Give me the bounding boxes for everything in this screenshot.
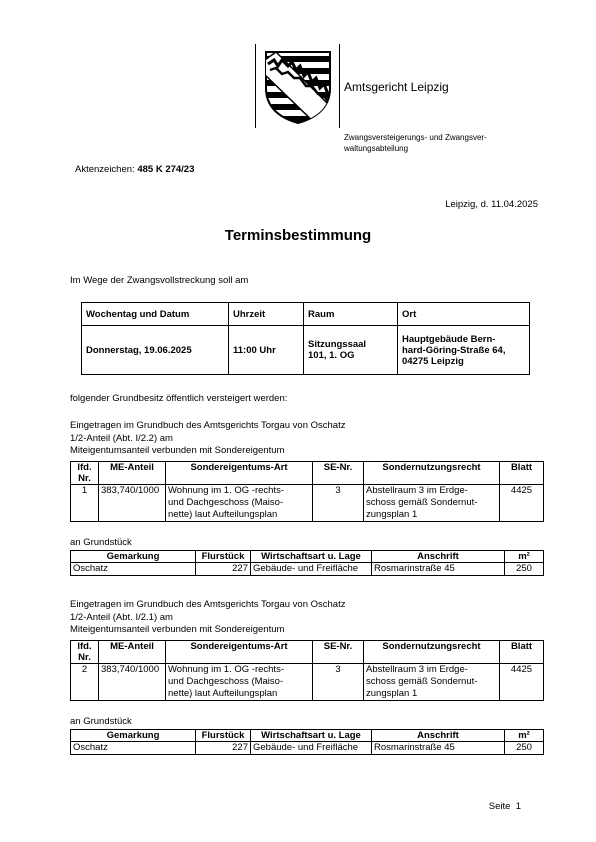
property-2-land-table [70,729,544,755]
unit-header-no: lfd. Nr. [71,641,99,664]
unit-header-type: Sondereigentums-Art [166,462,313,485]
schedule-header-room: Raum [304,303,398,326]
land-use: Gebäude- und Freifläche [251,742,372,755]
property-2-share-line: 1/2-Anteil (Abt. I/2.1) am [70,611,173,623]
property-1-coownership-line: Miteigentumsanteil verbunden mit Sondereigentum [70,445,285,456]
unit-header-sheet: Blatt [500,462,544,485]
land-address: Rosmarinstraße 45 [372,563,505,576]
schedule-header-date: Wochentag und Datum [82,303,229,326]
unit-header-usage-right: Sondernutzungsrecht [364,641,500,664]
unit-header-no: lfd. Nr. [71,462,99,485]
property-2-land-header [71,730,544,742]
unit-type: Wohnung im 1. OG -rechts- und Dachgeschoss (Maiso- nette) laut Aufteilungsplan [166,485,313,522]
land-header-district: Gemarkung [71,551,196,563]
document-title: Terminsbestimmung [224,227,372,244]
unit-no: 1 [71,485,99,522]
schedule-header-time: Uhrzeit [229,303,304,326]
page-number: Seite 1 [488,801,521,812]
land-header-use: Wirtschaftsart u. Lage [251,730,372,742]
case-number-label: Aktenzeichen: [75,164,135,175]
unit-se-no: 3 [313,664,364,701]
land-district: Oschatz [71,742,196,755]
header-divider-left [255,44,256,128]
court-department: Zwangsversteigerungs- und Zwangsver- waltungsabteilung [344,133,487,153]
schedule-location: Hauptgebäude Bern- hard-Göring-Straße 64, 04275 Leipzig [398,326,530,375]
property-1-intro [70,420,345,458]
schedule-row [82,326,530,375]
unit-header-se-no: SE-Nr. [313,462,364,485]
property-1-unit-row [71,485,544,522]
unit-share: 383,740/1000 [99,485,166,522]
case-number: 485 K 274/23 [137,164,195,175]
unit-header-type: Sondereigentums-Art [166,641,313,664]
unit-usage-right: Abstellraum 3 im Erdge- schoss gemäß Sondernut- zungsplan 1 [364,485,500,522]
place-date: Leipzig, d. 11.04.2025 [445,199,538,210]
property-2-coownership-line: Miteigentumsanteil verbunden mit Sondereigentum [70,624,285,635]
unit-header-se-no: SE-Nr. [313,641,364,664]
unit-no: 2 [71,664,99,701]
schedule-date: Donnerstag, 19.06.2025 [82,326,229,375]
unit-header-sheet: Blatt [500,641,544,664]
schedule-header-row [82,303,530,326]
unit-header-share: ME-Anteil [99,462,166,485]
land-header-area: m² [505,551,544,563]
property-2-intro [70,599,345,637]
court-name: Amtsgericht Leipzig [344,80,449,94]
land-area: 250 [505,563,544,576]
schedule-time: 11:00 Uhr [229,326,304,375]
unit-sheet: 4425 [500,485,544,522]
saxony-coat-of-arms-icon [262,48,334,126]
property-2-unit-table [70,640,544,701]
schedule-table [81,302,530,375]
property-2-land-row [71,742,544,755]
property-2-unit-header [71,641,544,664]
land-header-area: m² [505,730,544,742]
land-header-district: Gemarkung [71,730,196,742]
property-2-land-label: an Grundstück [70,716,132,727]
property-1-land-row [71,563,544,576]
land-address: Rosmarinstraße 45 [372,742,505,755]
case-number-line [75,164,194,175]
property-1-land-label: an Grundstück [70,537,132,548]
land-use: Gebäude- und Freifläche [251,563,372,576]
land-district: Oschatz [71,563,196,576]
land-header-address: Anschrift [372,551,505,563]
land-area: 250 [505,742,544,755]
schedule-room: Sitzungssaal 101, 1. OG [304,326,398,375]
property-1-land-table [70,550,544,576]
followup-text: folgender Grundbesitz öffentlich versteigert werden: [70,393,288,404]
land-parcel: 227 [196,563,251,576]
property-1-registry-line: Eingetragen im Grundbuch des Amtsgerichts Torgau von Oschatz [70,420,346,431]
unit-header-share: ME-Anteil [99,641,166,664]
unit-usage-right: Abstellraum 3 im Erdge- schoss gemäß Sondernut- zungsplan 1 [364,664,500,701]
schedule-header-location: Ort [398,303,530,326]
unit-header-usage-right: Sondernutzungsrecht [364,462,500,485]
unit-sheet: 4425 [500,664,544,701]
unit-share: 383,740/1000 [99,664,166,701]
unit-se-no: 3 [313,485,364,522]
property-1-unit-table [70,461,544,522]
unit-type: Wohnung im 1. OG -rechts- und Dachgeschoss (Maiso- nette) laut Aufteilungsplan [166,664,313,701]
land-header-use: Wirtschaftsart u. Lage [251,551,372,563]
land-parcel: 227 [196,742,251,755]
property-1-land-header [71,551,544,563]
property-2-unit-row [71,664,544,701]
land-header-parcel: Flurstück [196,730,251,742]
land-header-address: Anschrift [372,730,505,742]
property-1-share-line: 1/2-Anteil (Abt. I/2.2) am [70,432,173,444]
land-header-parcel: Flurstück [196,551,251,563]
property-2-registry-line: Eingetragen im Grundbuch des Amtsgerichts Torgau von Oschatz [70,599,346,610]
property-1-unit-header [71,462,544,485]
intro-text: Im Wege der Zwangsvollstreckung soll am [70,275,249,286]
header-divider-right [339,44,340,128]
